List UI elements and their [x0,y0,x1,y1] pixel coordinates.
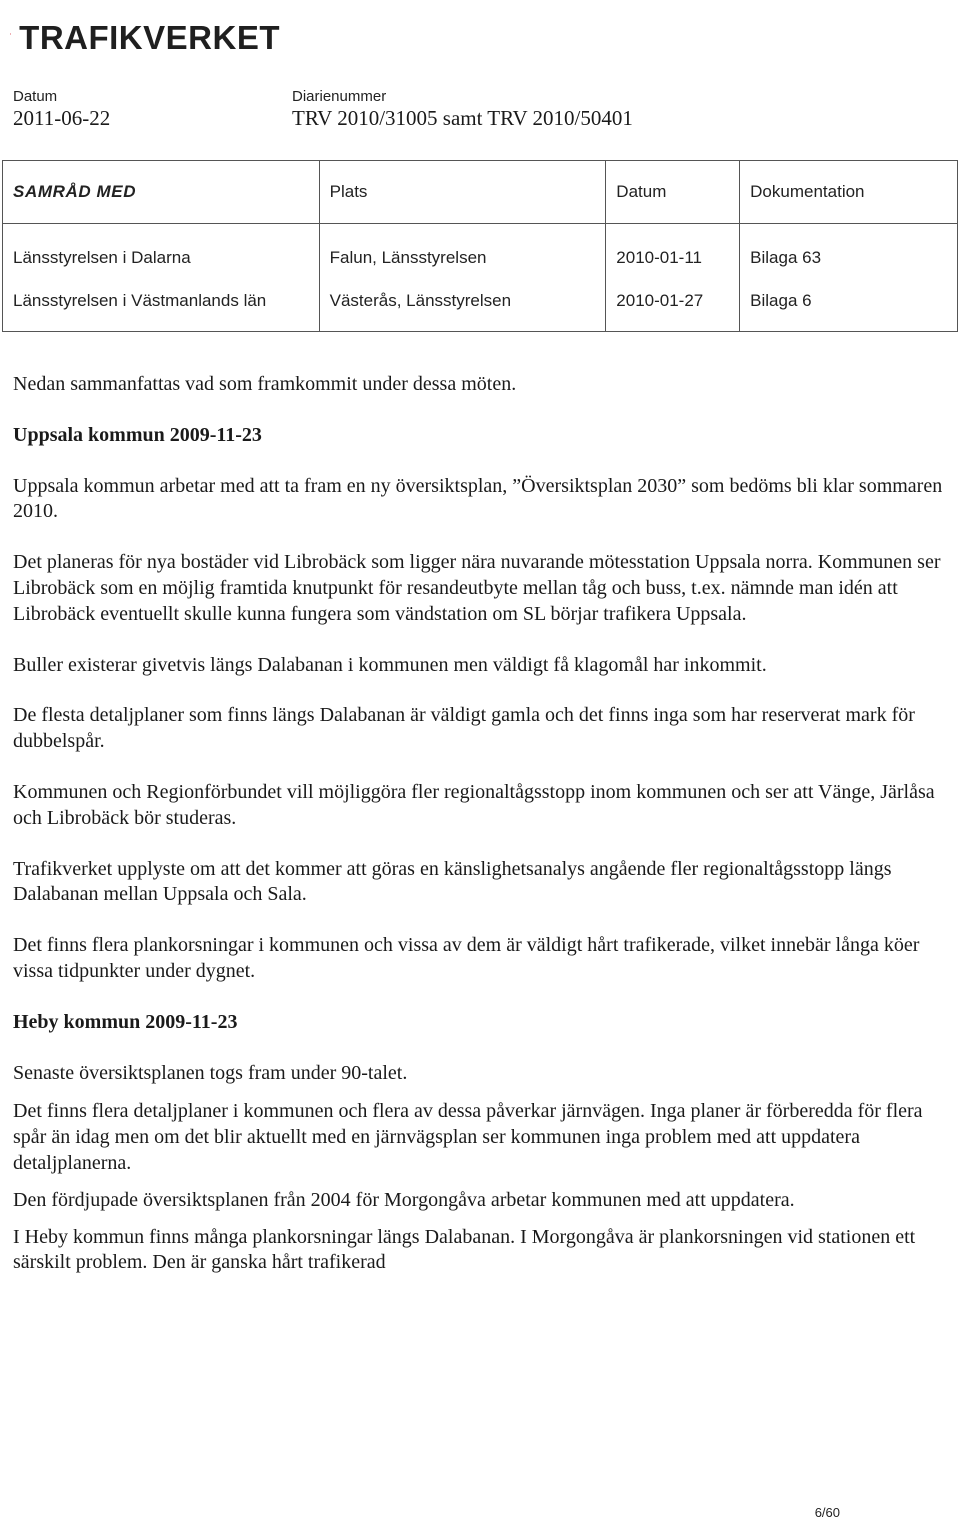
trafikverket-logo [10,5,280,63]
table-cell: 2010-01-11 [606,224,740,280]
crown-shield-icon [10,8,11,60]
heby-paragraph: Det finns flera detaljplaner i kommunen och flera av dessa påverkar järnvägen. Inga planer är förberedda för flera spår än idag men om det blir aktuellt med en järnvägsplan ser kommunen inga problem med att uppdatera detaljplanerna. [13,1099,943,1176]
datum-value: 2011-06-22 [13,106,110,131]
logo-text: TRAFIKVERKET [19,21,280,54]
col-header-dokumentation: Dokumentation [740,161,958,224]
datum-label: Datum [13,88,57,105]
table-cell: 2010-01-27 [606,279,740,332]
page-number: 6/60 [815,1505,840,1520]
table-header-row [3,161,958,224]
table-cell: Länsstyrelsen i Västmanlands län [3,279,320,332]
heby-paragraph: Den fördjupade översiktsplanen från 2004 för Morgongåva arbetar kommunen med att uppdatera. [13,1188,943,1214]
uppsala-paragraph: De flesta detaljplaner som finns längs Dalabanan är väldigt gamla och det finns inga som har reserverat mark för dubbelspår. [13,703,943,755]
table-cell: Bilaga 63 [740,224,958,280]
table-row [3,224,958,280]
heby-heading: Heby kommun 2009-11-23 [13,1010,943,1036]
table-cell: Västerås, Länsstyrelsen [319,279,606,332]
consultation-table [2,160,958,332]
uppsala-paragraph: Det planeras för nya bostäder vid Librobäck som ligger nära nuvarande mötesstation Uppsala norra. Kommunen ser Librobäck som en möjlig framtida knutpunkt för resandeutbyte mellan tåg och buss, t.ex. nämnde man idén att Librobäck eventuellt skulle kunna fungera som vändstation om SL börjar trafikera Uppsala. [13,550,943,627]
table-cell: Bilaga 6 [740,279,958,332]
diarienummer-value: TRV 2010/31005 samt TRV 2010/50401 [292,106,633,131]
heby-paragraph: Senaste översiktsplanen togs fram under 90-talet. [13,1061,943,1087]
uppsala-paragraph: Buller existerar givetvis längs Dalabanan i kommunen men väldigt få klagomål har inkommit. [13,653,943,679]
uppsala-paragraph: Det finns flera plankorsningar i kommunen och vissa av dem är väldigt hårt trafikerade, vilket innebär långa köer vissa tidpunkter under dygnet. [13,933,943,985]
heby-paragraph: I Heby kommun finns många plankorsningar längs Dalabanan. I Morgongåva är plankorsningen vid stationen ett särskilt problem. Den är ganska hårt trafikerad [13,1225,943,1277]
col-header-datum: Datum [606,161,740,224]
document-body [13,372,943,1301]
table-cell: Länsstyrelsen i Dalarna [3,224,320,280]
uppsala-paragraph: Uppsala kommun arbetar med att ta fram en ny översiktsplan, ”Översiktsplan 2030” som bedöms bli klar sommaren 2010. [13,474,943,526]
uppsala-paragraph: Kommunen och Regionförbundet vill möjliggöra fler regionaltågsstopp inom kommunen och ser att Vänge, Järlåsa och Librobäck bör studeras. [13,780,943,832]
intro-paragraph: Nedan sammanfattas vad som framkommit under dessa möten. [13,372,943,398]
table-row [3,279,958,332]
table-cell: Falun, Länsstyrelsen [319,224,606,280]
diarienummer-label: Diarienummer [292,88,386,105]
uppsala-paragraph: Trafikverket upplyste om att det kommer att göras en känslighetsanalys angående fler regionaltågsstopp längs Dalabanan mellan Uppsala och Sala. [13,857,943,909]
col-header-samrad: SAMRÅD MED [3,161,320,224]
uppsala-heading: Uppsala kommun 2009-11-23 [13,423,943,449]
col-header-plats: Plats [319,161,606,224]
